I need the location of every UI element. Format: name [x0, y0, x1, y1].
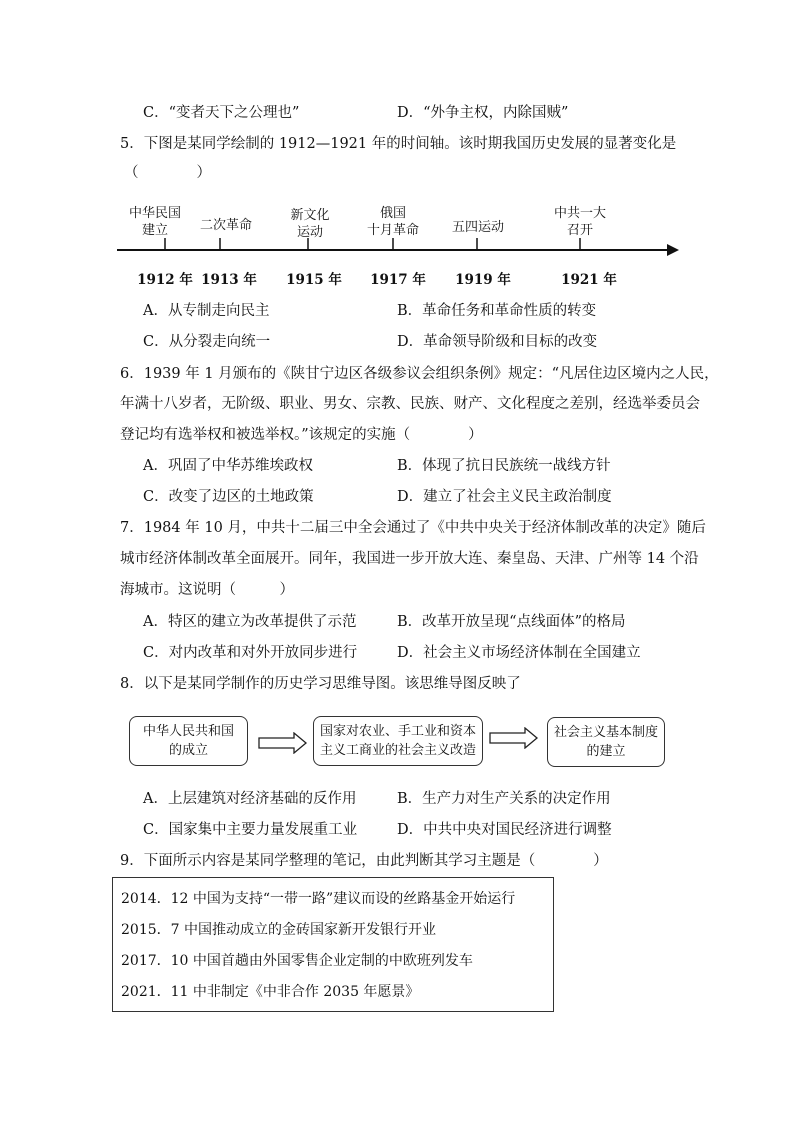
timeline-year: 1913 年: [201, 272, 257, 288]
right-arrow-icon: [489, 727, 539, 749]
q7-stem-line1: 7．1984 年 10 月，中共十二届三中全会通过了《中共中央关于经济体制改革的决定》随后: [120, 520, 706, 536]
mindmap-node: 国家对农业、手工业和资本 主义工商业的社会主义改造: [313, 716, 483, 766]
timeline-year: 1919 年: [455, 272, 511, 288]
notes-box: [112, 877, 554, 1012]
q7-stem-line3: 海城市。这说明（ ）: [120, 582, 294, 598]
q6-option-c: C．改变了边区的土地政策: [143, 489, 314, 505]
note-entry: 2017．10 中国首趟由外国零售企业定制的中欧班列发车: [121, 953, 473, 969]
q5-option-c: C．从分裂走向统一: [143, 334, 271, 350]
timeline-event: 中共一大 召开: [553, 206, 606, 238]
q5-option-a: A．从专制走向民主: [143, 303, 270, 319]
q6-option-b: B．体现了抗日民族统一战线方针: [397, 458, 611, 474]
q6-option-d: D．建立了社会主义民主政治制度: [397, 489, 612, 505]
note-entry: 2015．7 中国推动成立的金砖国家新开发银行开业: [121, 922, 436, 938]
timeline-event: 新文化 运动: [290, 208, 330, 240]
q7-stem-line2: 城市经济体制改革全面展开。同年，我国进一步开放大连、秦皇岛、天津、广州等 14 个沿: [120, 551, 699, 567]
q5-option-b: B．革命任务和革命性质的转变: [397, 303, 597, 319]
note-entry: 2014．12 中国为支持“一带一路”建议而设的丝路基金开始运行: [121, 891, 516, 907]
q5-stem-line2: （ ）: [124, 165, 211, 181]
q5-stem-line1: 5．下图是某同学绘制的 1912—1921 年的时间轴。该时期我国历史发展的显著变化是: [120, 136, 677, 152]
right-arrow-icon: [258, 732, 308, 754]
q8-option-b: B．生产力对生产关系的决定作用: [397, 791, 611, 807]
q7-option-c: C．对内改革和对外开放同步进行: [143, 645, 358, 661]
q7-option-a: A．特区的建立为改革提供了示范: [143, 614, 357, 630]
q4-option-d: D．“外争主权，内除国贼”: [397, 105, 569, 121]
mindmap-node: 社会主义基本制度 的建立: [547, 717, 665, 767]
q4-option-c: C．“变者天下之公理也”: [143, 105, 300, 121]
note-entry: 2021．11 中非制定《中非合作 2035 年愿景》: [121, 984, 420, 1000]
q6-stem-line2: 年满十八岁者，无阶级、职业、男女、宗教、民族、财产、文化程度之差别，经选举委员会: [120, 396, 700, 412]
timeline-event: 五四运动: [451, 220, 504, 235]
q6-stem-line1: 6．1939 年 1 月颁布的《陕甘宁边区各级参议会组织条例》规定：“凡居住边区境内之人民，: [120, 366, 719, 382]
q6-stem-line3: 登记均有选举权和被选举权。”该规定的实施（ ）: [120, 427, 483, 443]
timeline-diagram: [115, 198, 680, 293]
mindmap-node: 中华人民共和国 的成立: [129, 716, 248, 766]
timeline-year: 1917 年: [370, 272, 426, 288]
q8-option-c: C．国家集中主要力量发展重工业: [143, 822, 358, 838]
timeline-event: 中华民国 建立: [128, 206, 181, 238]
timeline-event: 二次革命: [199, 218, 252, 233]
q9-stem: 9．下面所示内容是某同学整理的笔记，由此判断其学习主题是（ ）: [120, 853, 608, 869]
timeline-year: 1912 年: [137, 272, 193, 288]
q8-option-d: D．中共中央对国民经济进行调整: [397, 822, 612, 838]
timeline-event: 俄国 十月革命: [366, 206, 419, 238]
q8-option-a: A．上层建筑对经济基础的反作用: [143, 791, 357, 807]
q6-option-a: A．巩固了中华苏维埃政权: [143, 458, 313, 474]
timeline-year: 1921 年: [561, 272, 617, 288]
timeline-year: 1915 年: [286, 272, 342, 288]
q7-option-b: B．改革开放呈现“点线面体”的格局: [397, 614, 626, 630]
q5-option-d: D．革命领导阶级和目标的改变: [397, 334, 598, 350]
q8-stem: 8．以下是某同学制作的历史学习思维导图。该思维导图反映了: [120, 676, 521, 692]
q7-option-d: D．社会主义市场经济体制在全国建立: [397, 645, 641, 661]
